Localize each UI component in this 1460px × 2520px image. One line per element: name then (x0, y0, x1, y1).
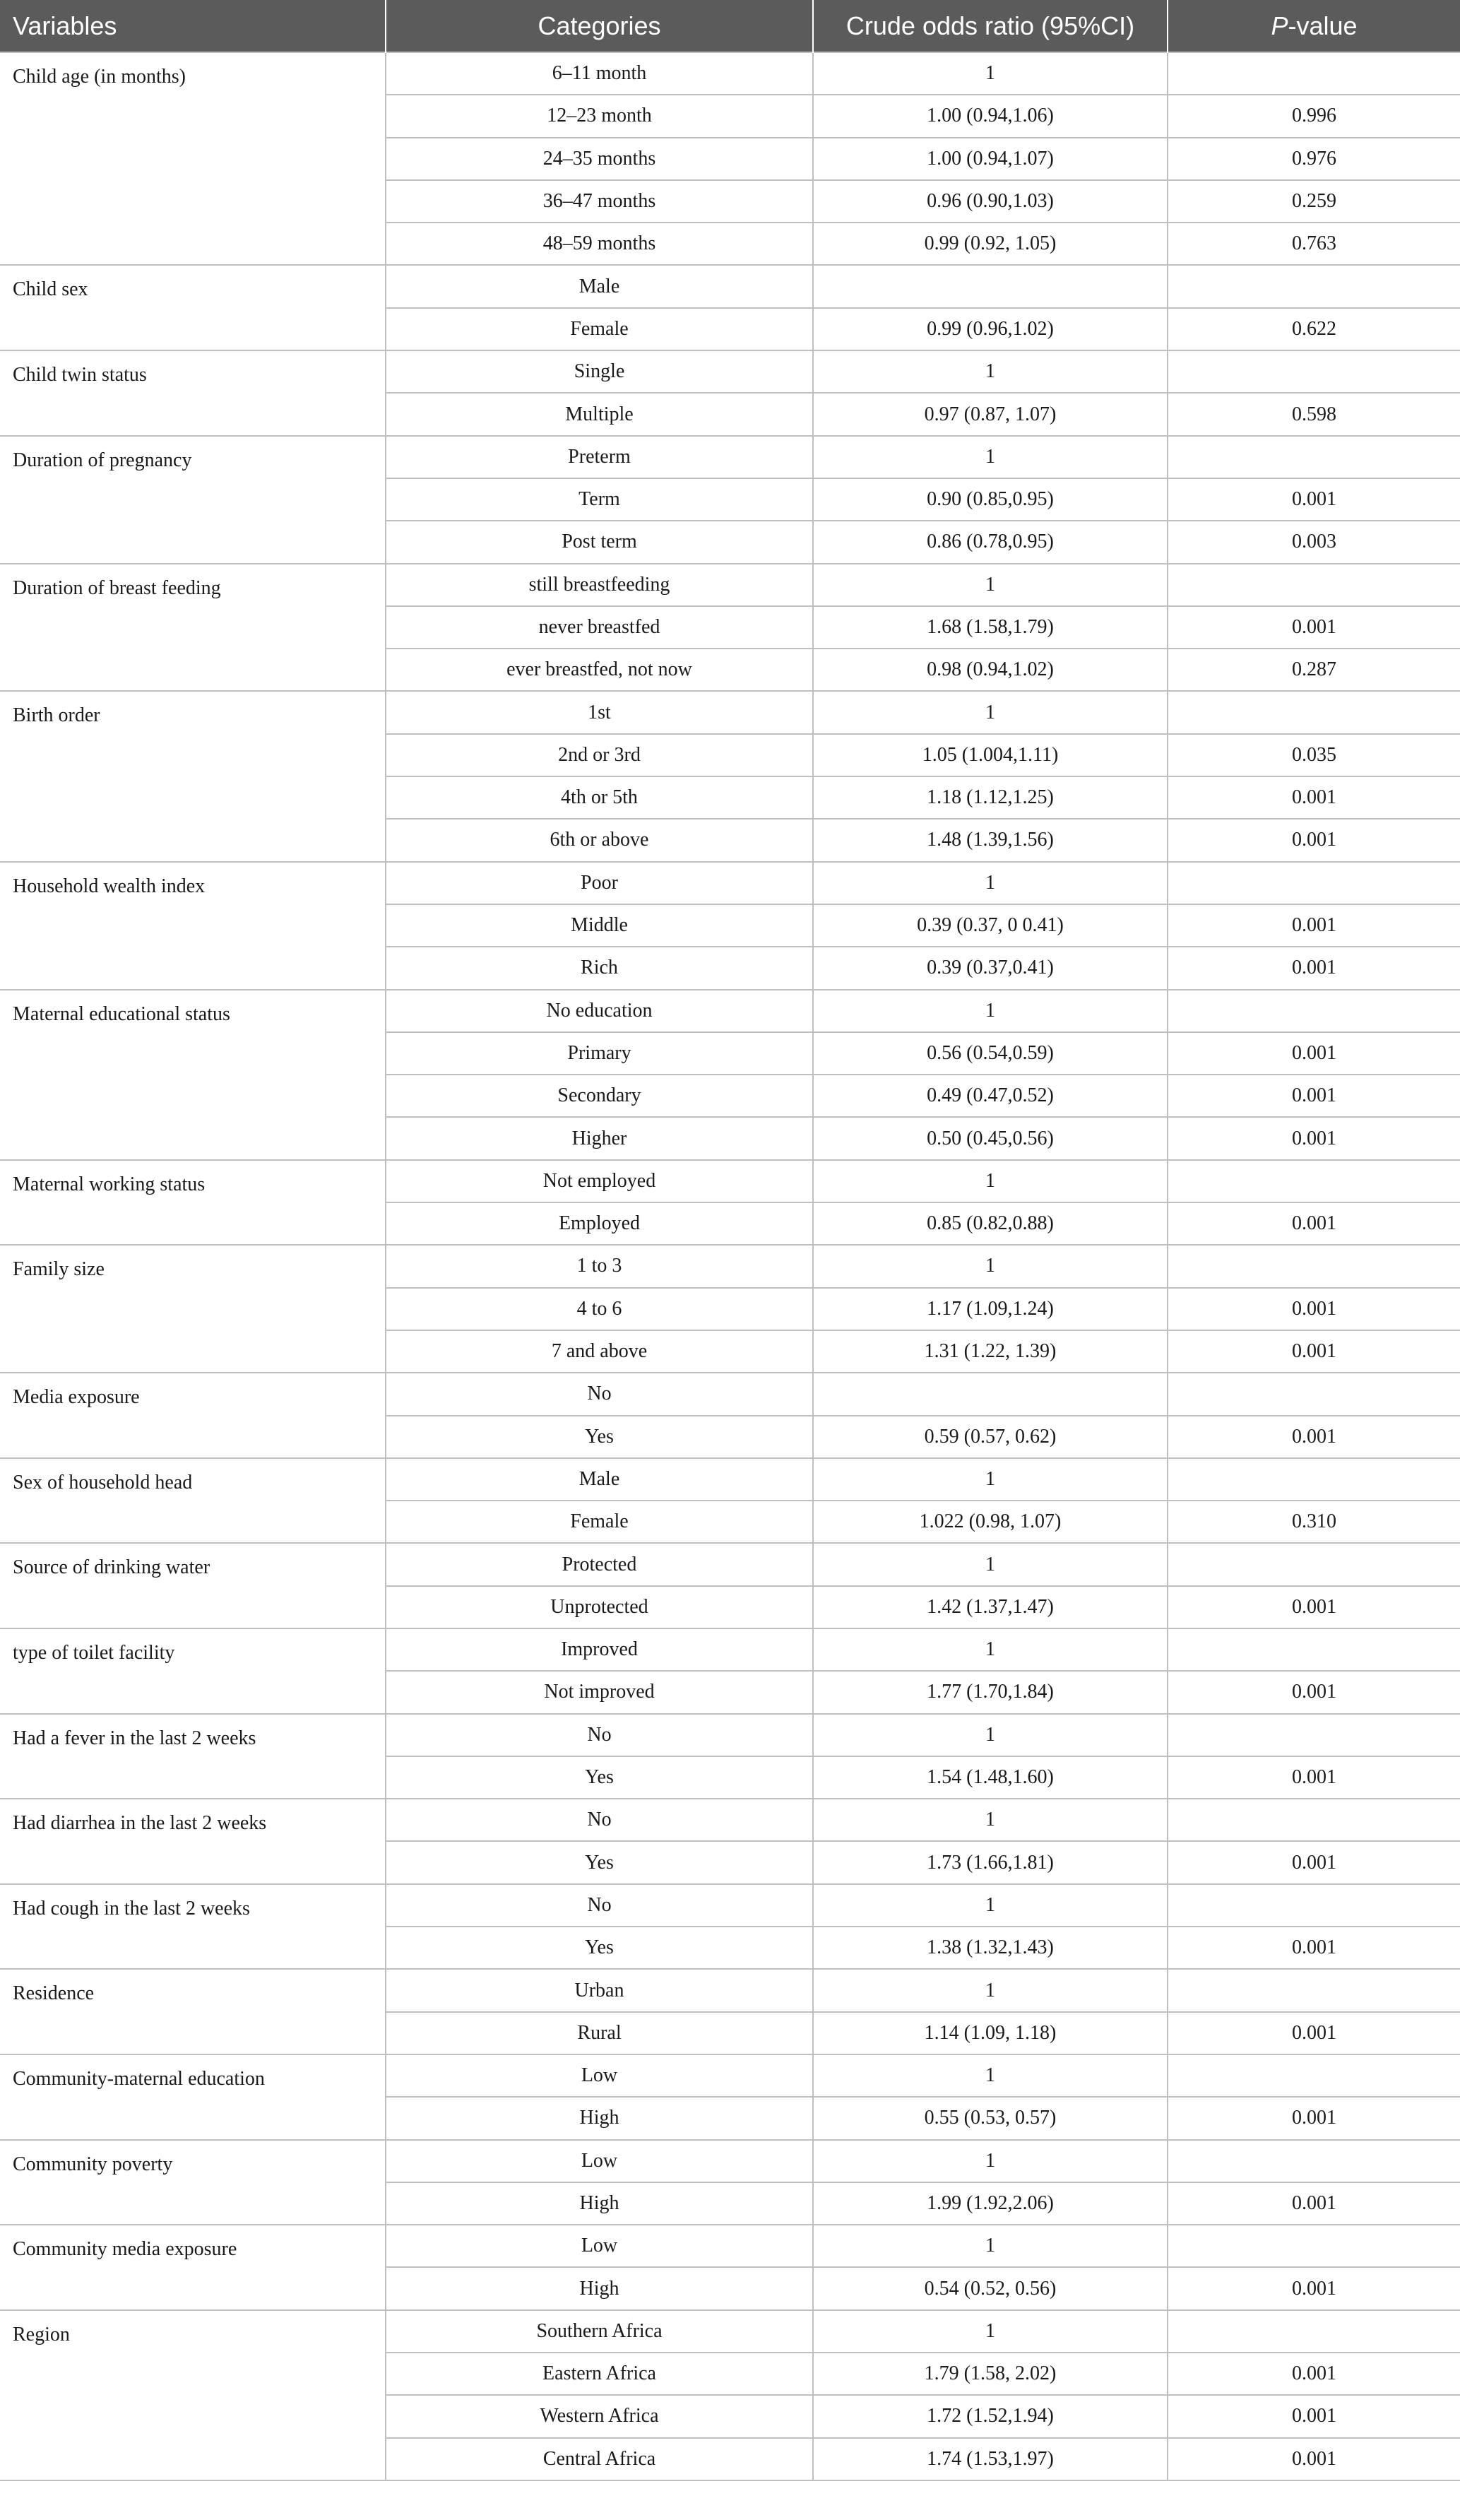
p-value-cell (1168, 265, 1460, 307)
p-value-cell: 0.001 (1168, 819, 1460, 861)
category-cell: Eastern Africa (386, 2353, 813, 2395)
p-value-cell (1168, 1458, 1460, 1501)
p-value-cell (1168, 990, 1460, 1032)
table-row (0, 265, 1460, 307)
category-cell: 6–11 month (386, 52, 813, 95)
table-row (0, 1458, 1460, 1501)
p-value-cell: 0.001 (1168, 2267, 1460, 2309)
header-categories: Categories (386, 0, 813, 52)
p-value-cell: 0.001 (1168, 2182, 1460, 2225)
category-cell: Preterm (386, 436, 813, 478)
crude-odds-ratio-cell: 0.85 (0.82,0.88) (813, 1202, 1168, 1245)
category-cell: Yes (386, 1927, 813, 1969)
p-value-cell (1168, 1714, 1460, 1756)
table-row (0, 1714, 1460, 1756)
category-cell: 2nd or 3rd (386, 734, 813, 776)
crude-odds-ratio-cell: 1 (813, 1628, 1168, 1671)
p-value-cell: 0.001 (1168, 947, 1460, 989)
crude-odds-ratio-cell: 1 (813, 350, 1168, 393)
crude-odds-ratio-cell: 1.48 (1.39,1.56) (813, 819, 1168, 861)
variable-cell: Community-maternal education (0, 2054, 386, 2140)
category-cell: Yes (386, 1841, 813, 1883)
crude-odds-ratio-cell: 1.42 (1.37,1.47) (813, 1586, 1168, 1628)
crude-odds-ratio-cell: 1 (813, 1543, 1168, 1585)
table-row (0, 862, 1460, 904)
category-cell: No (386, 1799, 813, 1841)
p-value-cell: 0.001 (1168, 2012, 1460, 2054)
category-cell: Female (386, 308, 813, 350)
crude-odds-ratio-cell: 0.49 (0.47,0.52) (813, 1075, 1168, 1117)
table-row (0, 1245, 1460, 1287)
crude-odds-ratio-cell: 1 (813, 2140, 1168, 2182)
crude-odds-ratio-cell: 1.00 (0.94,1.06) (813, 95, 1168, 137)
variable-cell: Maternal working status (0, 1160, 386, 1246)
category-cell: 4th or 5th (386, 776, 813, 819)
p-value-cell: 0.001 (1168, 1927, 1460, 1969)
category-cell: Middle (386, 904, 813, 947)
category-cell: Low (386, 2054, 813, 2097)
variable-cell: Community media exposure (0, 2225, 386, 2310)
category-cell: Primary (386, 1032, 813, 1075)
table-row (0, 1799, 1460, 1841)
crude-odds-ratio-cell: 1 (813, 436, 1168, 478)
p-value-cell (1168, 564, 1460, 606)
category-cell: Post term (386, 521, 813, 563)
crude-odds-ratio-cell: 1.72 (1.52,1.94) (813, 2395, 1168, 2437)
crude-odds-ratio-cell: 1 (813, 2225, 1168, 2267)
crude-odds-ratio-cell: 1 (813, 2054, 1168, 2097)
crude-odds-ratio-cell: 1 (813, 52, 1168, 95)
crude-odds-ratio-cell: 0.39 (0.37,0.41) (813, 947, 1168, 989)
variable-cell: Source of drinking water (0, 1543, 386, 1628)
category-cell: No (386, 1714, 813, 1756)
p-value-cell (1168, 1245, 1460, 1287)
p-value-cell (1168, 691, 1460, 733)
category-cell: No (386, 1373, 813, 1415)
p-value-cell: 0.001 (1168, 1075, 1460, 1117)
p-value-cell: 0.001 (1168, 1671, 1460, 1713)
category-cell: Term (386, 478, 813, 521)
category-cell: Central Africa (386, 2438, 813, 2480)
category-cell: Not employed (386, 1160, 813, 1202)
category-cell: 12–23 month (386, 95, 813, 137)
variable-cell: Duration of pregnancy (0, 436, 386, 564)
variable-cell: Maternal educational status (0, 990, 386, 1160)
p-value-cell: 0.287 (1168, 649, 1460, 691)
p-value-cell: 0.001 (1168, 1586, 1460, 1628)
category-cell: Rural (386, 2012, 813, 2054)
category-cell: Poor (386, 862, 813, 904)
crude-odds-ratio-cell: 1 (813, 1799, 1168, 1841)
p-value-cell (1168, 436, 1460, 478)
category-cell: Protected (386, 1543, 813, 1585)
p-value-cell: 0.001 (1168, 606, 1460, 649)
category-cell: never breastfed (386, 606, 813, 649)
table-row (0, 436, 1460, 478)
p-value-cell: 0.001 (1168, 1202, 1460, 1245)
p-value-cell: 0.598 (1168, 393, 1460, 435)
category-cell: Employed (386, 1202, 813, 1245)
category-cell: Low (386, 2225, 813, 2267)
table-row (0, 2310, 1460, 2353)
variable-cell: Had diarrhea in the last 2 weeks (0, 1799, 386, 1884)
p-value-cell: 0.035 (1168, 734, 1460, 776)
variable-cell: Child twin status (0, 350, 386, 436)
category-cell: 1st (386, 691, 813, 733)
category-cell: Multiple (386, 393, 813, 435)
p-value-cell: 0.001 (1168, 1117, 1460, 1159)
category-cell: Rich (386, 947, 813, 989)
crude-odds-ratio-cell: 1.99 (1.92,2.06) (813, 2182, 1168, 2225)
category-cell: 6th or above (386, 819, 813, 861)
crude-odds-ratio-cell: 1 (813, 990, 1168, 1032)
variable-cell: Sex of household head (0, 1458, 386, 1544)
category-cell: 1 to 3 (386, 1245, 813, 1287)
variable-cell: Residence (0, 1969, 386, 2054)
crude-odds-ratio-cell: 1.022 (0.98, 1.07) (813, 1501, 1168, 1543)
p-value-cell (1168, 350, 1460, 393)
header-p-value (1168, 0, 1460, 52)
p-value-cell: 0.001 (1168, 2395, 1460, 2437)
category-cell: Unprotected (386, 1586, 813, 1628)
p-value-cell (1168, 1799, 1460, 1841)
p-value-cell: 0.001 (1168, 478, 1460, 521)
p-value-cell: 0.001 (1168, 2353, 1460, 2395)
category-cell: still breastfeeding (386, 564, 813, 606)
variable-cell: Child sex (0, 265, 386, 350)
category-cell: High (386, 2097, 813, 2139)
variable-cell: Region (0, 2310, 386, 2480)
category-cell: Yes (386, 1756, 813, 1799)
p-value-cell (1168, 2310, 1460, 2353)
variable-cell: Media exposure (0, 1373, 386, 1458)
header-p-value-suffix: -value (1288, 11, 1358, 40)
variable-cell: Community poverty (0, 2140, 386, 2225)
table-body (0, 52, 1460, 2480)
category-cell: Not improved (386, 1671, 813, 1713)
crude-odds-ratio-cell: 0.55 (0.53, 0.57) (813, 2097, 1168, 2139)
header-p-value-italic: P (1271, 11, 1288, 40)
p-value-cell (1168, 1628, 1460, 1671)
p-value-cell: 0.763 (1168, 223, 1460, 265)
table-row (0, 564, 1460, 606)
crude-odds-ratio-cell: 1.05 (1.004,1.11) (813, 734, 1168, 776)
crude-odds-ratio-cell: 1 (813, 1884, 1168, 1927)
variable-cell: Had a fever in the last 2 weeks (0, 1714, 386, 1799)
crude-odds-ratio-cell: 1 (813, 1969, 1168, 2011)
crude-odds-ratio-cell: 1.74 (1.53,1.97) (813, 2438, 1168, 2480)
crude-odds-ratio-cell: 1.18 (1.12,1.25) (813, 776, 1168, 819)
variable-cell: Child age (in months) (0, 52, 386, 265)
p-value-cell: 0.001 (1168, 1841, 1460, 1883)
crude-odds-ratio-cell: 1.14 (1.09, 1.18) (813, 2012, 1168, 2054)
p-value-cell: 0.259 (1168, 180, 1460, 223)
table-row (0, 1969, 1460, 2011)
crude-odds-ratio-cell: 0.99 (0.96,1.02) (813, 308, 1168, 350)
table-row (0, 52, 1460, 95)
crude-odds-ratio-cell: 1.54 (1.48,1.60) (813, 1756, 1168, 1799)
crude-odds-ratio-cell: 1 (813, 862, 1168, 904)
category-cell: Female (386, 1501, 813, 1543)
crude-odds-ratio-cell: 1 (813, 1245, 1168, 1287)
crude-odds-ratio-cell: 1.68 (1.58,1.79) (813, 606, 1168, 649)
p-value-cell: 0.003 (1168, 521, 1460, 563)
crude-odds-ratio-cell (813, 265, 1168, 307)
p-value-cell: 0.996 (1168, 95, 1460, 137)
table-row (0, 1628, 1460, 1671)
crude-odds-ratio-cell: 1 (813, 1458, 1168, 1501)
category-cell: High (386, 2267, 813, 2309)
crude-odds-ratio-cell: 0.59 (0.57, 0.62) (813, 1416, 1168, 1458)
crude-odds-ratio-cell: 1 (813, 2310, 1168, 2353)
p-value-cell: 0.001 (1168, 2097, 1460, 2139)
variable-cell: Family size (0, 1245, 386, 1373)
table-row (0, 1884, 1460, 1927)
crude-odds-ratio-cell: 0.96 (0.90,1.03) (813, 180, 1168, 223)
category-cell: Higher (386, 1117, 813, 1159)
p-value-cell: 0.001 (1168, 1416, 1460, 1458)
crude-odds-ratio-cell: 1.38 (1.32,1.43) (813, 1927, 1168, 1969)
crude-odds-ratio-cell: 1.31 (1.22, 1.39) (813, 1330, 1168, 1373)
p-value-cell: 0.001 (1168, 904, 1460, 947)
crude-odds-ratio-cell: 0.90 (0.85,0.95) (813, 478, 1168, 521)
category-cell: Western Africa (386, 2395, 813, 2437)
p-value-cell (1168, 2054, 1460, 2097)
crude-odds-ratio-cell: 0.54 (0.52, 0.56) (813, 2267, 1168, 2309)
header-crude-odds-ratio: Crude odds ratio (95%CI) (813, 0, 1168, 52)
crude-odds-ratio-cell: 0.97 (0.87, 1.07) (813, 393, 1168, 435)
variable-cell: type of toilet facility (0, 1628, 386, 1714)
crude-odds-ratio-cell: 1.77 (1.70,1.84) (813, 1671, 1168, 1713)
category-cell: 48–59 months (386, 223, 813, 265)
table-row (0, 350, 1460, 393)
category-cell: Yes (386, 1416, 813, 1458)
p-value-cell: 0.001 (1168, 1756, 1460, 1799)
table-row (0, 990, 1460, 1032)
table-row (0, 1160, 1460, 1202)
crude-odds-ratio-cell: 0.56 (0.54,0.59) (813, 1032, 1168, 1075)
category-cell: 24–35 months (386, 138, 813, 180)
category-cell: 36–47 months (386, 180, 813, 223)
p-value-cell (1168, 1373, 1460, 1415)
p-value-cell: 0.001 (1168, 1288, 1460, 1330)
p-value-cell (1168, 2140, 1460, 2182)
crude-odds-ratio-cell: 1.00 (0.94,1.07) (813, 138, 1168, 180)
crude-odds-ratio-cell: 0.99 (0.92, 1.05) (813, 223, 1168, 265)
category-cell: No education (386, 990, 813, 1032)
p-value-cell: 0.001 (1168, 1330, 1460, 1373)
variable-cell: Household wealth index (0, 862, 386, 990)
crude-odds-ratio-cell: 1 (813, 564, 1168, 606)
category-cell: ever breastfed, not now (386, 649, 813, 691)
category-cell: No (386, 1884, 813, 1927)
crude-odds-ratio-cell (813, 1373, 1168, 1415)
category-cell: Improved (386, 1628, 813, 1671)
p-value-cell (1168, 1160, 1460, 1202)
category-cell: Secondary (386, 1075, 813, 1117)
table-row (0, 2140, 1460, 2182)
p-value-cell: 0.001 (1168, 2438, 1460, 2480)
header-row (0, 0, 1460, 52)
table-row (0, 1373, 1460, 1415)
category-cell: High (386, 2182, 813, 2225)
category-cell: Male (386, 265, 813, 307)
p-value-cell (1168, 2225, 1460, 2267)
category-cell: Low (386, 2140, 813, 2182)
p-value-cell: 0.310 (1168, 1501, 1460, 1543)
crude-odds-ratio-cell: 1 (813, 1160, 1168, 1202)
p-value-cell (1168, 1543, 1460, 1585)
p-value-cell (1168, 1884, 1460, 1927)
p-value-cell (1168, 1969, 1460, 2011)
crude-odds-ratio-cell: 1 (813, 691, 1168, 733)
crude-odds-ratio-cell: 0.50 (0.45,0.56) (813, 1117, 1168, 1159)
category-cell: Urban (386, 1969, 813, 2011)
p-value-cell: 0.001 (1168, 776, 1460, 819)
crude-odds-ratio-cell: 0.98 (0.94,1.02) (813, 649, 1168, 691)
crude-odds-ratio-cell: 1.73 (1.66,1.81) (813, 1841, 1168, 1883)
category-cell: Single (386, 350, 813, 393)
p-value-cell: 0.622 (1168, 308, 1460, 350)
header-variables: Variables (0, 0, 386, 52)
table-row (0, 2225, 1460, 2267)
p-value-cell (1168, 862, 1460, 904)
crude-odds-ratio-cell: 1.17 (1.09,1.24) (813, 1288, 1168, 1330)
p-value-cell (1168, 52, 1460, 95)
p-value-cell: 0.001 (1168, 1032, 1460, 1075)
table-row (0, 691, 1460, 733)
p-value-cell: 0.976 (1168, 138, 1460, 180)
table-row (0, 1543, 1460, 1585)
crude-odds-ratio-cell: 1.79 (1.58, 2.02) (813, 2353, 1168, 2395)
crude-odds-ratio-cell: 0.86 (0.78,0.95) (813, 521, 1168, 563)
crude-odds-ratio-cell: 1 (813, 1714, 1168, 1756)
category-cell: 4 to 6 (386, 1288, 813, 1330)
variable-cell: Birth order (0, 691, 386, 861)
crude-odds-ratio-cell: 0.39 (0.37, 0 0.41) (813, 904, 1168, 947)
variable-cell: Had cough in the last 2 weeks (0, 1884, 386, 1970)
table-row (0, 2054, 1460, 2097)
category-cell: 7 and above (386, 1330, 813, 1373)
category-cell: Southern Africa (386, 2310, 813, 2353)
variable-cell: Duration of breast feeding (0, 564, 386, 692)
category-cell: Male (386, 1458, 813, 1501)
table-header (0, 0, 1460, 52)
